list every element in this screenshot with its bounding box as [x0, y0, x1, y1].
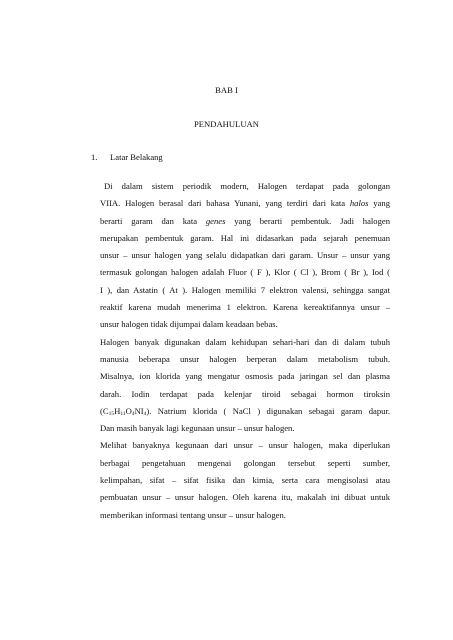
paragraph-line: VIIA. Halogen berasal dari bahasa Yunani, yang terdiri dari kata halos yang — [100, 198, 390, 209]
chapter-heading: BAB I — [215, 85, 238, 95]
paragraph-line: unsur halogen tidak dijumpai dalam keadaan bebas. — [100, 319, 278, 330]
chemical-formula-line: $(C_{15}H_{11}O_4NI_4)$. Natrium klorida ( NaCl ) digunakan sebagai garam dapur. — [100, 405, 390, 417]
paragraph-line: Halogen banyak digunakan dalam kehidupan sehari-hari dan di dalam tubuh — [100, 336, 390, 347]
italic-term: genes — [205, 215, 226, 226]
section-number: 1. — [91, 152, 98, 162]
paragraph-line: Misalnya, ion klorida yang mengatur osmosis pada jaringan sel dan plasma — [100, 371, 390, 382]
paragraph-line: pembuatan unsur – unsur halogen. Oleh karena itu, makalah ini dibuat untuk — [100, 492, 390, 503]
paragraph-line: I ), dan Astatin ( At ). Halogen memiliki 7 elektron valensi, sehingga sangat — [100, 284, 390, 295]
section-heading — [91, 152, 163, 162]
paragraph-3 — [100, 437, 390, 523]
paragraph-line: memberikan informasi tentang unsur – unsur halogen. — [100, 509, 286, 520]
paragraph-line: manusia beberapa unsur halogen berperan dalam metabolism tubuh. — [100, 353, 390, 364]
paragraph-line: termasuk golongan halogen adalah Fluor ( F ), Klor ( Cl ), Brom ( Br ), Iod ( — [100, 267, 390, 278]
italic-term: halos — [349, 198, 369, 209]
paragraph-2 — [100, 334, 390, 438]
document-body — [100, 178, 390, 524]
paragraph-line: berarti garam dan kata genes yang berarti pembentuk. Jadi halogen — [100, 215, 390, 226]
paragraph-line: kelimpahan, sifat – sifat fisika dan kimia, serta cara mengisolasi atau — [100, 475, 390, 486]
paragraph-line: Dan masih banyak lagi kegunaan unsur – unsur halogen. — [100, 423, 295, 434]
paragraph-line: darah. Iodin terdapat pada kelenjar tiroid sebagai hormon tiroksin — [100, 388, 390, 399]
paragraph-line: merupakan pembentuk garam. Hal ini didasarkan pada sejarah penemuan — [100, 232, 390, 243]
paragraph-line: Melihat banyaknya kegunaan dari unsur – unsur halogen, maka diperlukan — [100, 440, 390, 451]
paragraph-line: unsur – unsur halogen yang selalu didapatkan dari garam. Unsur – unsur yang — [100, 250, 390, 261]
paragraph-line: Di dalam sistem periodik modern, Halogen terdapat pada golongan — [104, 181, 390, 191]
paragraph-line: berbagai pengetahuan mengenai golongan tersebut seperti sumber, — [100, 457, 390, 468]
paragraph-line: reaktif karena mudah menerima 1 elektron. Karena kereaktifannya unsur – — [100, 302, 390, 313]
chapter-title: PENDAHULUAN — [194, 119, 259, 129]
section-title: Latar Belakang — [110, 152, 163, 162]
paragraph-1 — [100, 178, 390, 334]
